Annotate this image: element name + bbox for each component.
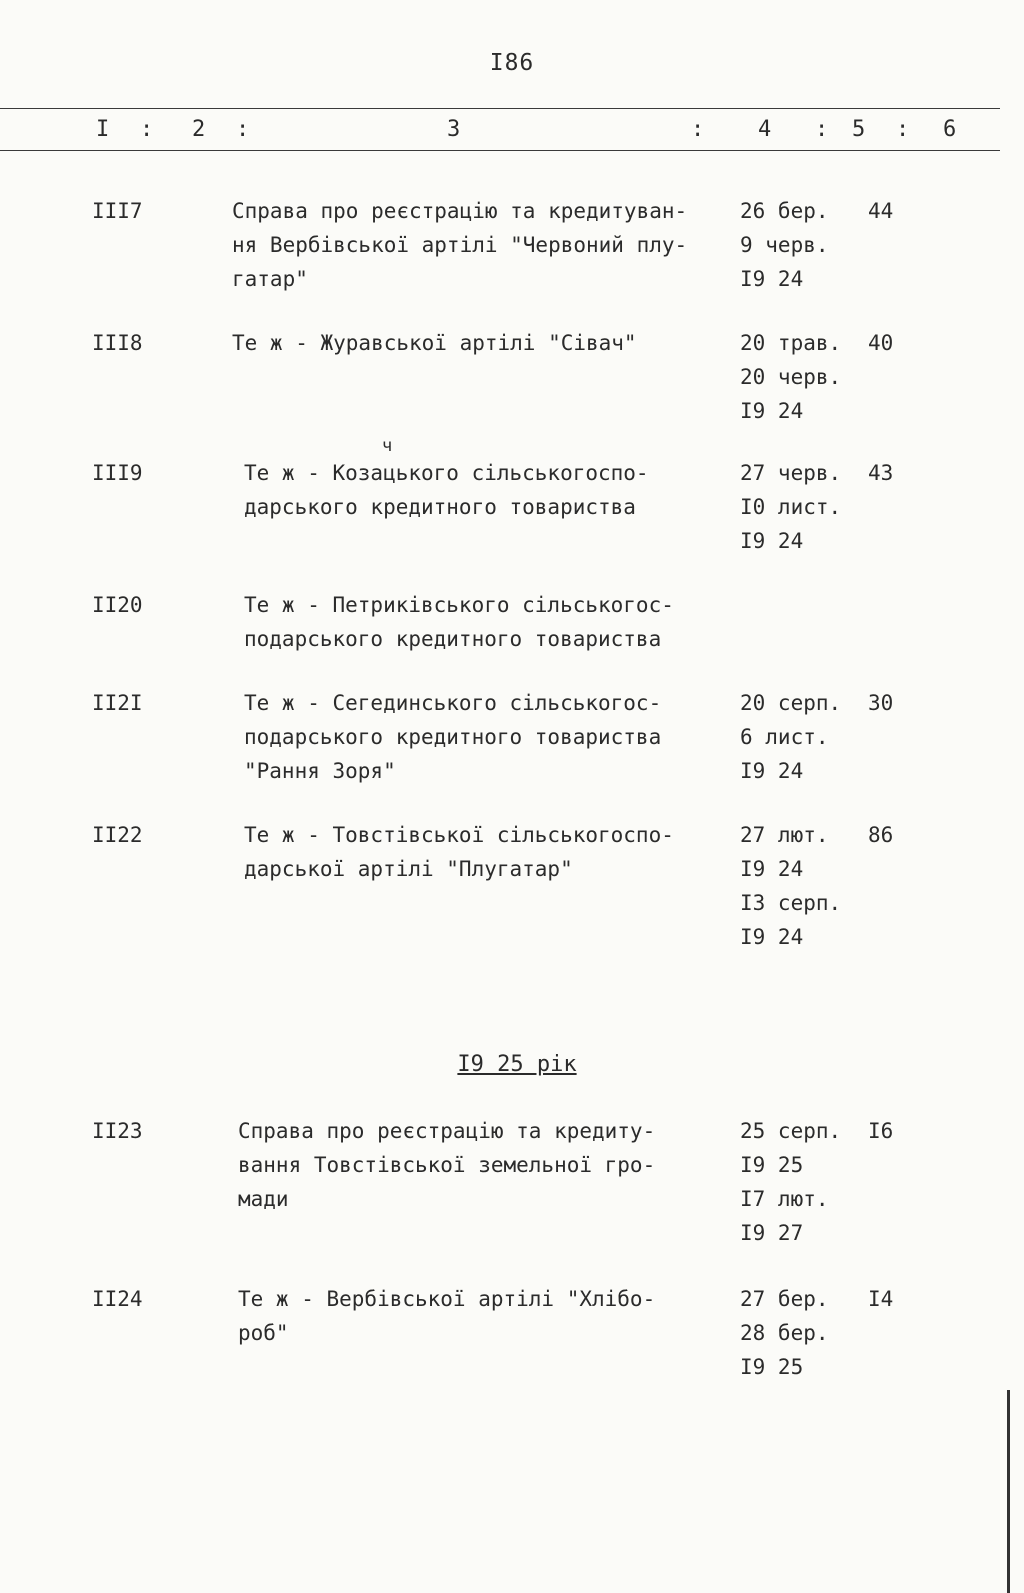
column-separator: :	[140, 117, 154, 142]
entry-title-line: "Рання Зоря"	[244, 759, 396, 783]
entry-date: I9 24	[740, 759, 804, 783]
entry-date: I9 25	[740, 1153, 804, 1177]
entry-date: 20 трав.	[740, 331, 842, 355]
entry-date: 27 лют.	[740, 823, 829, 847]
entry-number: II24	[92, 1287, 143, 1311]
entry-dates	[740, 456, 860, 558]
column-header-1: I	[96, 117, 110, 142]
entry-date: I9 24	[740, 267, 804, 291]
column-separator: :	[815, 117, 829, 142]
entry-title-line: дарського кредитного товариства	[244, 495, 636, 519]
column-separator: :	[896, 117, 910, 142]
entry-date: I9 24	[740, 529, 804, 553]
column-separator: :	[691, 117, 705, 142]
entry-title-line: гатар"	[232, 267, 308, 291]
entry-dates	[740, 686, 860, 788]
entry-dates	[740, 818, 860, 954]
entry-date: I9 27	[740, 1221, 804, 1245]
entry-title	[244, 818, 744, 886]
entry-title	[244, 588, 744, 656]
scan-margin-edge	[1007, 1390, 1010, 1593]
entry-date: 26 бер.	[740, 199, 829, 223]
entry-date: I9 25	[740, 1355, 804, 1379]
entry-number: III8	[92, 331, 143, 355]
entry-title	[232, 326, 732, 360]
entry-date: I9 24	[740, 925, 804, 949]
entry-number: III9	[92, 461, 143, 485]
entry-title	[238, 1282, 738, 1350]
entry-sheet-count: 43	[868, 461, 894, 485]
entry-title-line: Те ж - Вербівської артілі "Хлібо-	[238, 1287, 656, 1311]
entry-number: III7	[92, 199, 143, 223]
entry-title-line: Те ж - Козацького сільськогоспо-	[244, 461, 649, 485]
entry-title-line: ня Вербівської артілі "Червоний плу-	[232, 233, 688, 257]
entry-date: 20 черв.	[740, 365, 842, 389]
entry-title-line: подарського кредитного товариства	[244, 627, 662, 651]
entry-title	[244, 456, 744, 524]
entry-title-line: вання Товстівської земельної гро-	[238, 1153, 656, 1177]
handwritten-correction: ч	[382, 436, 393, 456]
entry-title-line: подарського кредитного товариства	[244, 725, 662, 749]
entry-number: II20	[92, 593, 143, 617]
entry-number: II2I	[92, 691, 143, 715]
entry-title-line: мади	[238, 1187, 289, 1211]
entry-date: 27 черв.	[740, 461, 842, 485]
entry-date: 9 черв.	[740, 233, 829, 257]
entry-title	[232, 194, 732, 296]
entry-title-line: Те ж - Журавської артілі "Сівач"	[232, 331, 637, 355]
header-rule-bottom	[0, 150, 1000, 151]
entry-date: I7 лют.	[740, 1187, 829, 1211]
column-header-3: 3	[447, 117, 461, 142]
entry-date: I9 24	[740, 857, 804, 881]
entry-date: I3 серп.	[740, 891, 842, 915]
entry-sheet-count: 40	[868, 331, 894, 355]
entry-date: 20 серп.	[740, 691, 842, 715]
entry-date: 28 бер.	[740, 1321, 829, 1345]
entry-title-line: Те ж - Петриківського сільськогос-	[244, 593, 674, 617]
entry-date: I0 лист.	[740, 495, 842, 519]
entry-title-line: Те ж - Сегединського сільськогос-	[244, 691, 662, 715]
entry-sheet-count: 44	[868, 199, 894, 223]
section-heading-text: I9 25 рік	[457, 1052, 577, 1077]
entry-sheet-count: I4	[868, 1287, 894, 1311]
column-header-5: 5	[852, 117, 866, 142]
entry-dates	[740, 194, 860, 296]
entry-dates	[740, 1114, 860, 1250]
header-rule-top	[0, 108, 1000, 109]
entry-dates	[740, 326, 860, 428]
column-header-4: 4	[758, 117, 772, 142]
entry-title-line: Те ж - Товстівської сільськогоспо-	[244, 823, 674, 847]
entry-title	[244, 686, 744, 788]
entry-sheet-count: I6	[868, 1119, 894, 1143]
column-header-row	[0, 117, 1024, 147]
entry-date: 6 лист.	[740, 725, 829, 749]
entry-sheet-count: 30	[868, 691, 894, 715]
entry-sheet-count: 86	[868, 823, 894, 847]
page-number: I86	[489, 50, 535, 76]
entry-dates	[740, 1282, 860, 1384]
entry-title-line: роб"	[238, 1321, 289, 1345]
column-header-6: 6	[943, 117, 957, 142]
entry-title	[238, 1114, 738, 1216]
entry-title-line: Справа про реєстрацію та кредиту-	[238, 1119, 656, 1143]
entry-title-line: дарської артілі "Плугатар"	[244, 857, 573, 881]
entry-title-line: Справа про реєстрацію та кредитуван-	[232, 199, 688, 223]
entry-date: 25 серп.	[740, 1119, 842, 1143]
section-heading-year	[0, 1052, 1024, 1077]
entry-date: I9 24	[740, 399, 804, 423]
column-separator: :	[236, 117, 250, 142]
entry-number: II23	[92, 1119, 143, 1143]
entry-number: II22	[92, 823, 143, 847]
entry-date: 27 бер.	[740, 1287, 829, 1311]
column-header-2: 2	[192, 117, 206, 142]
